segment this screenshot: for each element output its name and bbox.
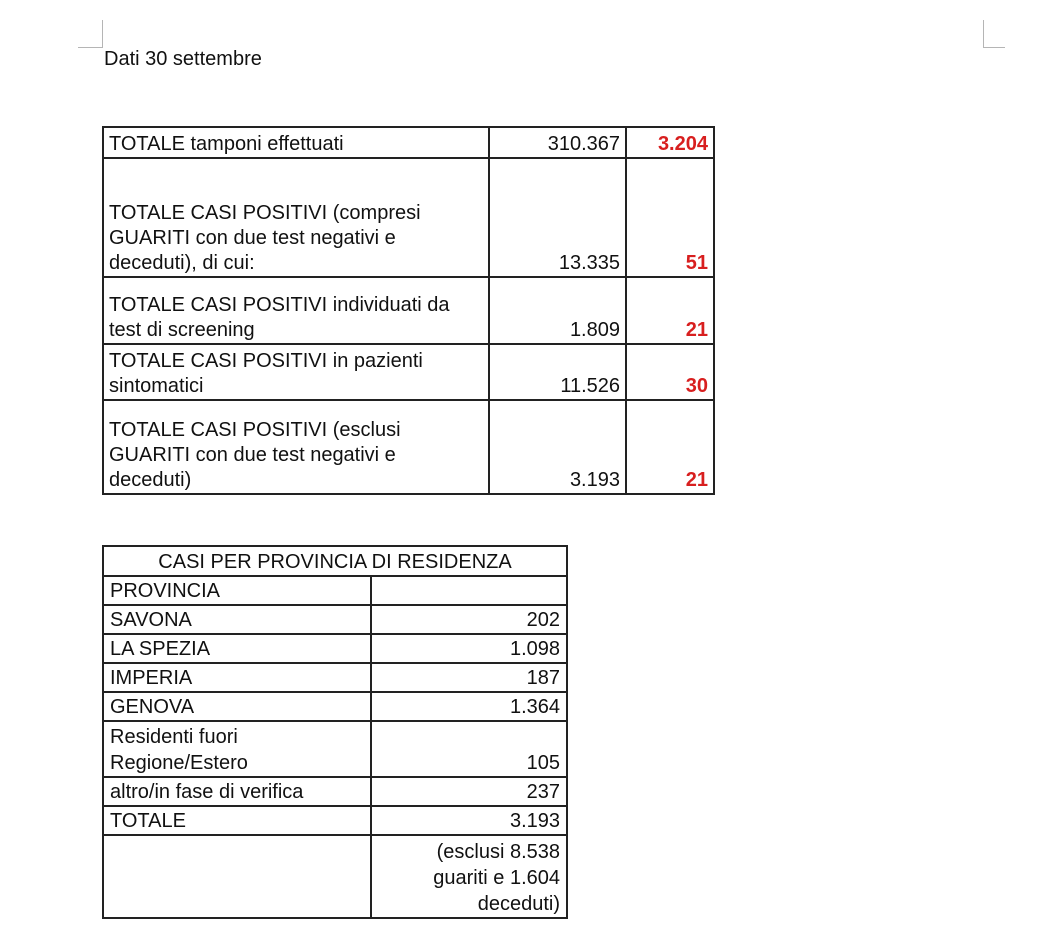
table-row [103,835,567,918]
province-name: SAVONA [103,605,371,634]
row-delta: 51 [626,158,714,277]
column-header-province: PROVINCIA [103,576,371,605]
province-value: 105 [371,721,567,777]
table-row [103,605,567,634]
province-value: 3.193 [371,806,567,835]
row-delta: 21 [626,277,714,344]
province-value: 202 [371,605,567,634]
empty-cell [103,835,371,918]
row-label: TOTALE tamponi effettuati [103,127,489,158]
table-row [103,721,567,777]
page-corner-mark-top-left [78,47,103,48]
column-header-value [371,576,567,605]
province-table [102,545,568,919]
row-delta: 30 [626,344,714,400]
table-row [103,277,714,344]
province-name: LA SPEZIA [103,634,371,663]
row-label: TOTALE CASI POSITIVI (compresi GUARITI con due test negativi e deceduti), di cui: [103,158,489,277]
table-row [103,127,714,158]
page-corner-mark-top-left [102,20,103,48]
summary-table [102,126,715,495]
row-delta: 3.204 [626,127,714,158]
province-value: 1.364 [371,692,567,721]
table-row [103,806,567,835]
row-label: TOTALE CASI POSITIVI (esclusi GUARITI con due test negativi e deceduti) [103,400,489,494]
row-total: 11.526 [489,344,626,400]
row-label: TOTALE CASI POSITIVI individuati da test di screening [103,277,489,344]
province-value: 237 [371,777,567,806]
table-row [103,777,567,806]
row-total: 1.809 [489,277,626,344]
row-total: 310.367 [489,127,626,158]
table-row [103,663,567,692]
table-row [103,400,714,494]
province-name: Residenti fuori Regione/Estero [103,721,371,777]
table-title-row [103,546,567,576]
table-row [103,692,567,721]
table-row [103,158,714,277]
row-total: 3.193 [489,400,626,494]
row-label: TOTALE CASI POSITIVI in pazienti sintomatici [103,344,489,400]
province-note: (esclusi 8.538 guariti e 1.604 deceduti) [371,835,567,918]
table-row [103,344,714,400]
page-corner-mark-top-right [983,20,984,48]
row-delta: 21 [626,400,714,494]
page-corner-mark-top-right [983,47,1005,48]
row-total: 13.335 [489,158,626,277]
province-table-title: CASI PER PROVINCIA DI RESIDENZA [103,546,567,576]
province-value: 1.098 [371,634,567,663]
table-row [103,634,567,663]
province-name: TOTALE [103,806,371,835]
province-name: altro/in fase di verifica [103,777,371,806]
province-name: GENOVA [103,692,371,721]
province-value: 187 [371,663,567,692]
page-title: Dati 30 settembre [104,48,262,70]
province-name: IMPERIA [103,663,371,692]
table-header-row [103,576,567,605]
